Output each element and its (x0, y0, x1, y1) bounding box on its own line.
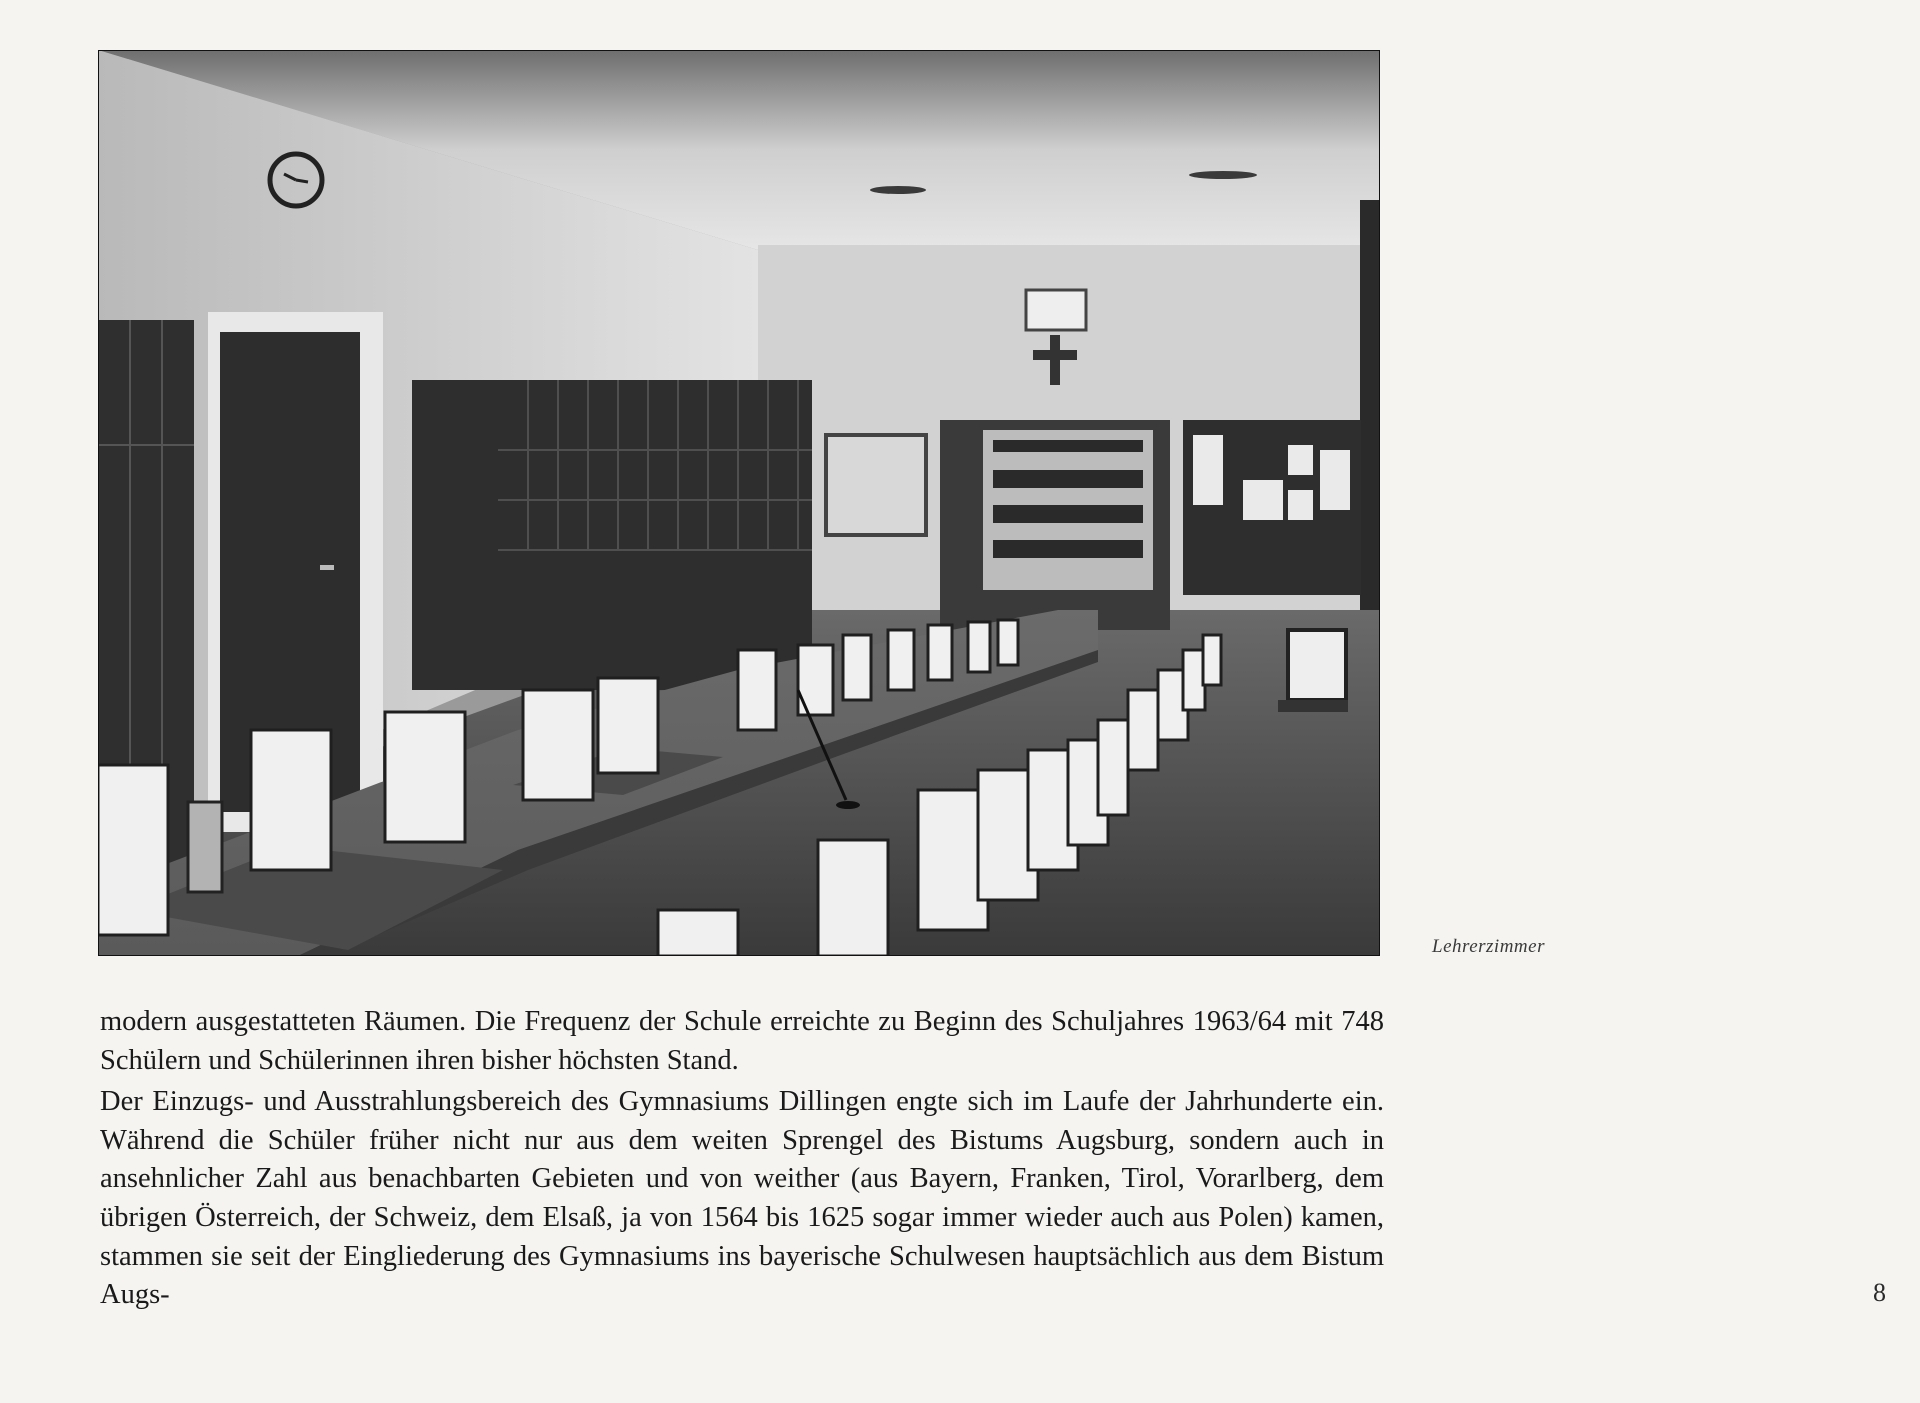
body-text (100, 1003, 1384, 1315)
paragraph: Der Einzugs- und Ausstrahlungsbereich des Gymnasiums Dillingen engte sich im Laufe der Jahrhunderte ein. Während die Schüler früher nicht nur aus dem weiten Sprengel des Bistums Augsburg, sondern auch in ansehnlicher Zahl aus benachbarten Gebieten und von weither (aus Bayern, Franken, Tirol, Vorarlberg, dem übrigen Österreich, der Schweiz, dem Elsaß, ja von 1564 bis 1625 sogar immer wieder auch aus Polen) kamen, stammen sie seit der Eingliederung des Gymnasiums ins bayerische Schulwesen hauptsächlich aus dem Bistum Augs- (100, 1086, 1384, 1311)
paragraph: modern ausgestatteten Räumen. Die Frequenz der Schule erreichte zu Beginn des Schuljahres 1963/64 mit 748 Schülern und Schülerinnen ihren bisher höchsten Stand. (100, 1006, 1384, 1076)
photo-illustration (98, 50, 1380, 956)
teachers-room-photo (98, 50, 1380, 956)
photo-caption: Lehrerzimmer (1432, 936, 1545, 957)
page-number: 8 (1873, 1278, 1886, 1307)
